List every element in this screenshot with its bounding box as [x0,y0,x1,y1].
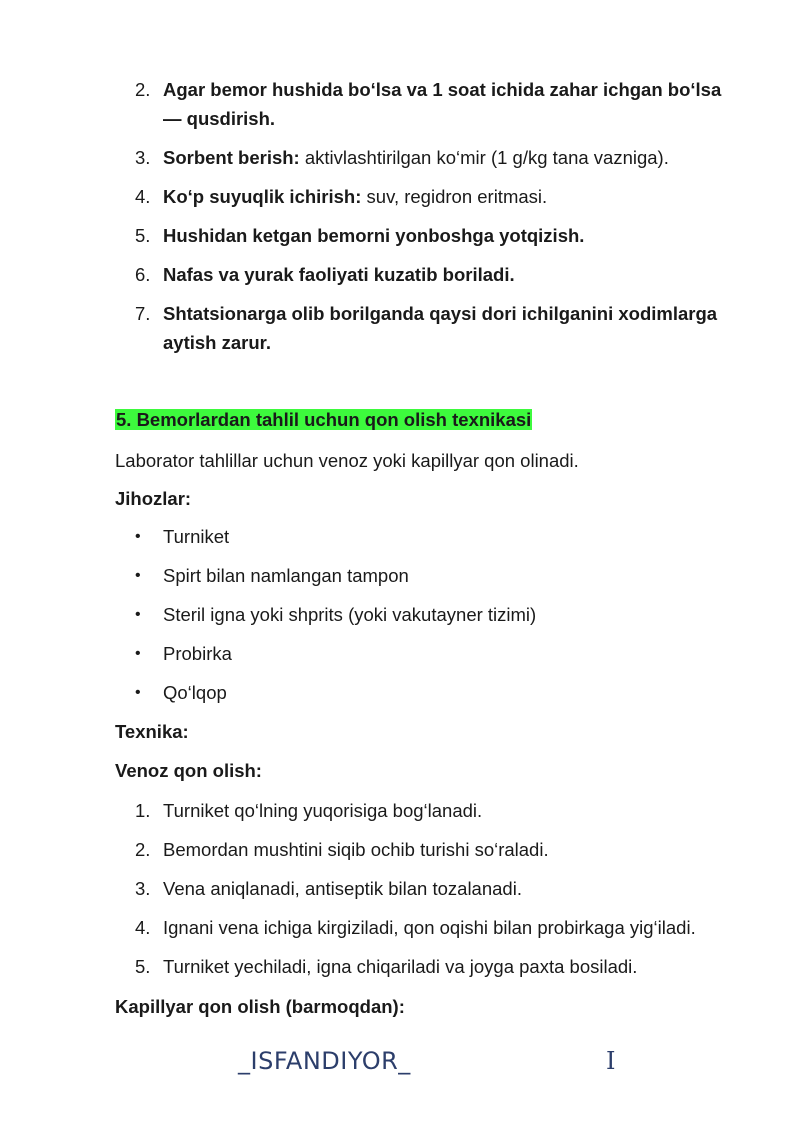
technique-label: Texnika: [115,721,189,742]
section-heading [115,407,532,433]
list-number: 4. [135,917,151,938]
venous-label: Venoz qon olish: [115,760,262,781]
list-number: 2. [135,839,151,860]
list-number: 1. [135,800,151,821]
bullet-icon: • [135,606,141,623]
bullet-icon: • [135,645,141,662]
capillary-label: Kapillyar qon olish (barmoqdan): [115,996,405,1017]
list-item-bold: Hushidan ketgan bemorni yonboshga yotqizish. [163,225,585,246]
list-item-text: Qo‘lqop [163,682,227,703]
list-item-text: Bemordan mushtini siqib ochib turishi so‘raladi. [163,839,549,860]
footer-mark: I [606,1047,616,1075]
list-item-text: suv, regidron eritmasi. [361,186,548,207]
list-item-text: Spirt bilan namlangan tampon [163,565,409,586]
list-item-bold: Shtatsionarga olib borilganda qaysi dori ichilganini xodimlarga aytish zarur. [163,303,718,353]
list-item-text: Vena aniqlanadi, antiseptik bilan tozalanadi. [163,878,522,899]
footer-author: _ISFANDIYOR_ [238,1047,411,1075]
list-item-text: Turniket yechiladi, igna chiqariladi va joyga paxta bosiladi. [163,956,638,977]
list-item-bold: Ko‘p suyuqlik ichirish: [163,186,362,207]
list-number: 2. [135,79,151,100]
intro-paragraph: Laborator tahlillar uchun venoz yoki kapillyar qon olinadi. [115,450,579,471]
list-item-text: Probirka [163,643,232,664]
list-item-text: Ignani vena ichiga kirgiziladi, qon oqishi bilan probirkaga yig‘iladi. [163,917,696,938]
list-number: 6. [135,264,151,285]
list-number: 5. [135,225,151,246]
bullet-icon: • [135,684,141,701]
equipment-label: Jihozlar: [115,488,192,509]
list-number: 7. [135,303,151,324]
bullet-icon: • [135,528,141,545]
list-item-text: Turniket qo‘lning yuqorisiga bog‘lanadi. [163,800,483,821]
list-number: 3. [135,878,151,899]
list-number: 3. [135,147,151,168]
list-number: 4. [135,186,151,207]
list-item-text: aktivlashtirilgan ko‘mir (1 g/kg tana vazniga). [299,147,669,168]
list-item-text: Steril igna yoki shprits (yoki vakutayner tizimi) [163,604,537,625]
list-item-bold: Sorbent berish: [163,147,300,168]
list-item [135,75,735,133]
list-item-text: Turniket [163,526,230,547]
bullet-icon: • [135,567,141,584]
list-number: 5. [135,956,151,977]
list-item-bold: Agar bemor hushida bo‘lsa va 1 soat ichida zahar ichgan bo‘lsa — qusdirish. [163,79,722,129]
section-heading-highlight: 5. Bemorlardan tahlil uchun qon olish texnikasi [116,409,532,430]
list-item-bold: Nafas va yurak faoliyati kuzatib boriladi. [163,264,515,285]
